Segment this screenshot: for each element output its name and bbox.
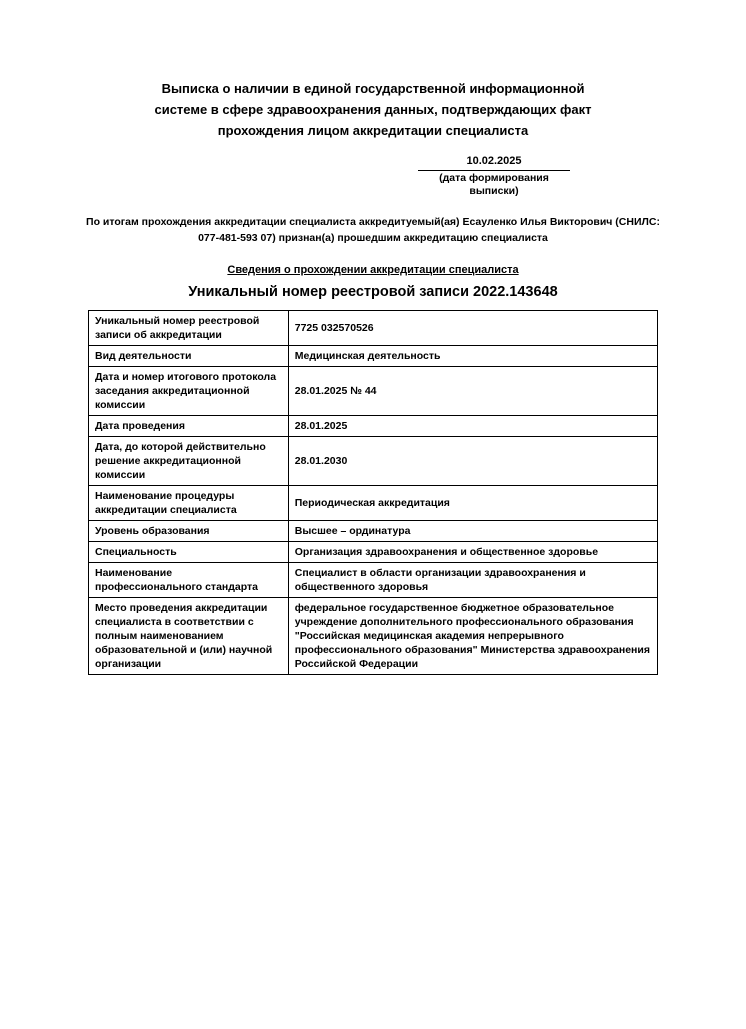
table-row	[89, 437, 658, 486]
extract-date-block	[418, 154, 570, 198]
extract-date-caption: (дата формирования выписки)	[439, 172, 549, 197]
table-row	[89, 563, 658, 598]
row-label: Место проведения аккредитации специалиста в соответствии с полным наименованием образовательной и (или) научной организации	[89, 598, 289, 675]
row-value: Организация здравоохранения и общественное здоровье	[288, 542, 657, 563]
extract-date-value: 10.02.2025	[418, 154, 570, 171]
row-label: Уровень образования	[89, 521, 289, 542]
row-label: Уникальный номер реестровой записи об аккредитации	[89, 311, 289, 346]
accreditation-table	[88, 310, 658, 675]
table-row	[89, 598, 658, 675]
section-heading: Сведения о прохождении аккредитации специалиста	[227, 264, 519, 276]
table-row	[89, 521, 658, 542]
table-row	[89, 486, 658, 521]
row-label: Наименование профессионального стандарта	[89, 563, 289, 598]
row-value: федеральное государственное бюджетное образовательное учреждение дополнительного профессионального образования "Российская медицинская академия непрерывного профессионального образования" Министерства здравоохранения Российской Федерации	[288, 598, 657, 675]
row-value: Высшее – ординатура	[288, 521, 657, 542]
table-row	[89, 311, 658, 346]
row-label: Дата и номер итогового протокола заседания аккредитационной комиссии	[89, 367, 289, 416]
registry-number-heading: Уникальный номер реестровой записи 2022.143648	[188, 284, 558, 300]
table-row	[89, 346, 658, 367]
row-value: Медицинская деятельность	[288, 346, 657, 367]
row-label: Специальность	[89, 542, 289, 563]
row-label: Вид деятельности	[89, 346, 289, 367]
row-value: 28.01.2025 № 44	[288, 367, 657, 416]
accreditation-table-body	[89, 311, 658, 675]
document-title: Выписка о наличии в единой государственной информационной системе в сфере здравоохранения данных, подтверждающих факт прохождения лицом аккредитации специалиста	[154, 81, 592, 138]
row-label: Наименование процедуры аккредитации специалиста	[89, 486, 289, 521]
row-value: 28.01.2025	[288, 416, 657, 437]
row-value: 7725 032570526	[288, 311, 657, 346]
row-value: Периодическая аккредитация	[288, 486, 657, 521]
row-value: 28.01.2030	[288, 437, 657, 486]
table-row	[89, 367, 658, 416]
table-row	[89, 416, 658, 437]
table-row	[89, 542, 658, 563]
row-label: Дата, до которой действительно решение аккредитационной комиссии	[89, 437, 289, 486]
intro-paragraph: По итогам прохождения аккредитации специалиста аккредитуемый(ая) Есауленко Илья Викторович (СНИЛС: 077-481-593 07) признан(а) прошедшим аккредитацию специалиста	[86, 216, 660, 244]
row-value: Специалист в области организации здравоохранения и общественного здоровья	[288, 563, 657, 598]
row-label: Дата проведения	[89, 416, 289, 437]
